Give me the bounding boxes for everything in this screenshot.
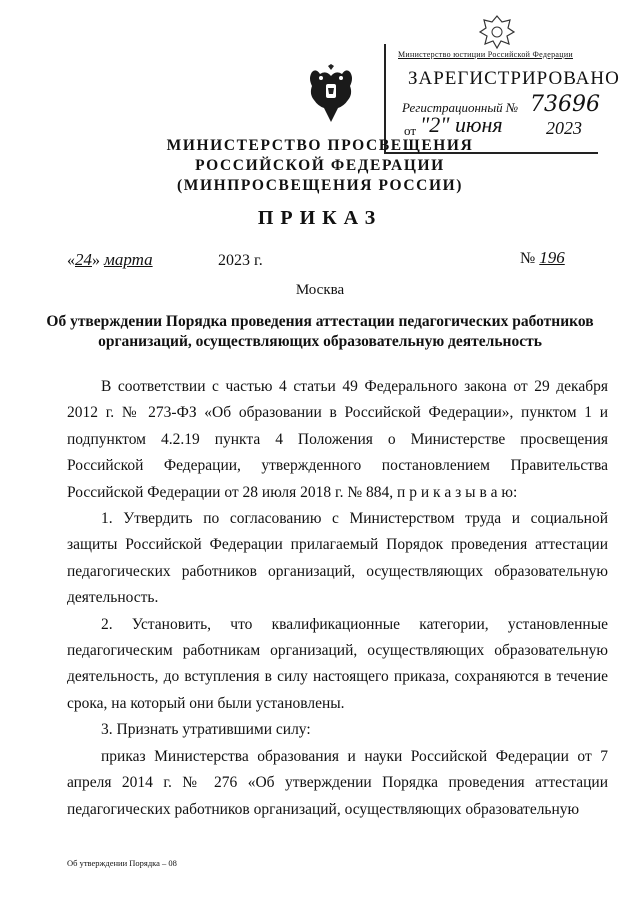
date-close-quote: » [92,252,100,269]
paragraph-repealed-order: приказ Министерства образования и науки Российской Федерации от 7 апреля 2014 г. № 276 «Об утверждении Порядка проведения аттестации педагогических работников организаций, осуществляющих образовательную [67,747,608,818]
stamp-agency: Министерство юстиции Российской Федерации [398,50,573,59]
paragraph-item-3: 3. Признать утратившими силу: [101,721,311,739]
ministry-name-line2: РОССИЙСКОЙ ФЕДЕРАЦИИ [195,157,445,174]
ministry-name-line1: МИНИСТЕРСТВО ПРОСВЕЩЕНИЯ [166,137,474,154]
stamp-registered: ЗАРЕГИСТРИРОВАНО [408,68,620,89]
stamp-reg-number: 73696 [530,92,600,117]
order-number [520,248,587,268]
document-title: Об утверждении Порядка проведения аттестации педагогических работников организаций, осуществляющих образовательную деятельность [46,313,594,350]
paragraph-item-1: 1. Утвердить по согласованию с Министерством труда и социальной защиты Российской Федерации прилагаемый Порядок проведения аттестации педагогических работников организаций, осуществляющих образовательную деятельность. [67,510,608,607]
footer-note: Об утверждении Порядка – 08 [67,858,177,868]
order-date [67,250,263,270]
number-prefix: № [520,250,536,267]
paragraph-preamble: В соответствии с частью 4 статьи 49 Федерального закона от 29 декабря 2012 г. № 273-ФЗ «Об образовании в Российской Федерации», пунктом 1 и подпунктом 4.2.19 пункта 4 Положения о Министерстве просвещения Российской Федерации, утвержденного постановлением Правительства Российской Федерации от 28 июля 2018 г. № 884, п р и к а з ы в а ю: [67,378,608,501]
stamp-date-hand: "2" июня [420,112,503,137]
date-year: 2023 г. [218,252,263,269]
document-body [67,374,608,823]
city: Москва [295,282,345,298]
number-value: 196 [539,248,565,267]
date-open-quote: « [67,252,75,269]
stamp-year-hand: 2023 [546,118,582,138]
coat-of-arms-icon [306,64,356,124]
stamp-reg-label: Регистрационный № [402,100,519,115]
document-type: ПРИКАЗ [257,207,383,229]
date-day: 24 [75,250,92,269]
date-month: марта [104,250,153,269]
paragraph-item-2: 2. Установить, что квалификационные категории, установленные педагогическим работникам организаций, осуществляющих образовательную деятельность, до вступления в силу настоящего приказа, сохраняются в течение срока, на который они были установлены. [67,615,608,712]
stamp-date-prefix: от [404,123,417,138]
ministry-short-name: (МИНПРОСВЕЩЕНИЯ РОССИИ) [176,177,464,194]
